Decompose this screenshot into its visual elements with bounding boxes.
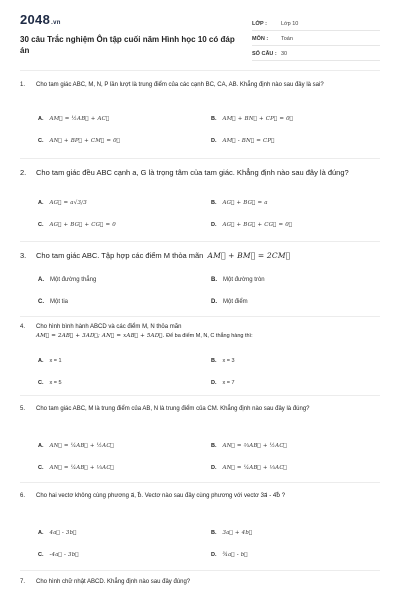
option-a[interactable] — [38, 116, 109, 122]
option-text: Một đường thẳng — [50, 277, 97, 283]
option-text: AG⃗ + BG⃗ = a — [222, 200, 268, 206]
option-b[interactable] — [211, 277, 265, 283]
option-d[interactable] — [211, 552, 248, 558]
option-text: ¾a⃗ - b⃗ — [222, 552, 248, 558]
question-text: Cho hai vectơ không cùng phương a⃗, b⃗. Vectơ nào sau đây cùng phương với vectơ 3a⃗ - 4b⃗ ? — [36, 493, 286, 499]
question-number: 6. — [20, 493, 26, 499]
option-text: AG⃗ + BG⃗ + CG⃗ = 0 — [49, 222, 116, 228]
question-text: Cho hình bình hành ABCD và các điểm M, N thỏa mãn — [36, 324, 182, 330]
option-text: x = 1 — [49, 358, 62, 364]
option-a[interactable] — [38, 443, 114, 449]
meta-value: Lớp 10 — [281, 21, 299, 27]
option-letter: B. — [211, 443, 217, 449]
question-number: 3. — [20, 251, 27, 260]
option-letter: C. — [38, 552, 44, 558]
page-title: 30 câu Trắc nghiệm Ôn tập cuối năm Hình học 10 có đáp án — [20, 35, 235, 55]
option-c[interactable] — [38, 465, 114, 471]
option-c[interactable] — [38, 380, 62, 386]
option-b[interactable] — [211, 443, 287, 449]
question-text: Cho tam giác ABC. Tập hợp các điểm M thỏa mãn — [36, 251, 204, 260]
option-text: Một tia — [50, 299, 69, 305]
option-text: AN⃗ = ¼AB⃗ + ½AC⃗ — [49, 443, 115, 449]
logo-sub: .vn — [51, 20, 61, 26]
option-a[interactable] — [38, 200, 87, 206]
option-text: x = 5 — [49, 380, 62, 386]
option-letter: D. — [211, 222, 217, 228]
question-2 — [20, 167, 380, 178]
option-b[interactable] — [211, 530, 252, 536]
meta-value: Toán — [281, 36, 293, 42]
option-letter: B. — [211, 530, 217, 536]
option-letter: B. — [211, 358, 217, 364]
question-math: AM⃗ + BM⃗ = 2CM⃗ — [207, 251, 291, 260]
question-number: 7. — [20, 579, 26, 585]
option-a[interactable] — [38, 530, 77, 536]
question-7 — [20, 578, 380, 587]
option-text: x = 7 — [222, 380, 235, 386]
option-letter: B. — [211, 116, 217, 122]
option-b[interactable] — [211, 200, 268, 206]
header — [20, 12, 380, 72]
question-text: Cho tam giác ABC, M là trung điểm của AB, N là trung điểm của CM. Khẳng định nào sau đây là đúng? — [36, 406, 310, 412]
meta-key: LỚP : — [252, 21, 267, 27]
option-letter: C. — [38, 138, 44, 144]
meta-row-subject — [252, 33, 380, 46]
option-text: AN⃗ + BP⃗ + CM⃗ = 0⃗ — [49, 138, 121, 144]
divider — [20, 482, 380, 483]
meta-key: MÔN : — [252, 36, 269, 42]
option-a[interactable] — [38, 277, 96, 283]
divider — [20, 70, 380, 71]
question-number: 5. — [20, 406, 26, 412]
option-a[interactable] — [38, 358, 62, 364]
question-number: 2. — [20, 168, 27, 177]
question-text: Cho hình chữ nhật ABCD. Khẳng định nào sau đây đúng? — [36, 579, 191, 585]
option-text: -4a⃗ - 3b⃗ — [49, 552, 79, 558]
meta-key: SỐ CÂU : — [252, 51, 277, 57]
option-letter: A. — [38, 530, 44, 536]
question-extra-text: Để ba điểm M, N, C thẳng hàng thì: — [166, 333, 253, 339]
divider — [20, 395, 380, 396]
option-b[interactable] — [211, 116, 293, 122]
option-text: AG⃗ + BG⃗ + CG⃗ = 0⃗ — [222, 222, 293, 228]
option-text: Một điểm — [223, 299, 248, 305]
question-text: Cho tam giác đều ABC cạnh a, G là trọng tâm của tam giác. Khẳng định nào sau đây là đúng? — [36, 168, 349, 177]
logo-main: 2048 — [20, 12, 51, 27]
divider — [20, 158, 380, 159]
option-letter: B. — [211, 277, 217, 283]
question-5 — [20, 405, 380, 414]
question-math: AM⃗ = 2AB⃗ + 3AD⃗; AN⃗ = xAB⃗ + 5AD⃗. — [36, 333, 165, 339]
option-letter: D. — [211, 299, 217, 305]
option-letter: C. — [38, 465, 44, 471]
divider — [20, 241, 380, 242]
option-letter: A. — [38, 200, 44, 206]
option-letter: D. — [211, 552, 217, 558]
option-c[interactable] — [38, 552, 79, 558]
option-letter: C. — [38, 380, 44, 386]
option-d[interactable] — [211, 138, 275, 144]
divider — [20, 316, 380, 317]
question-3 — [20, 250, 380, 261]
option-text: AM⃗ = ½AB⃗ + AC⃗ — [49, 116, 110, 122]
meta-row-class — [252, 18, 380, 31]
option-text: AN⃗ = ¼AB⃗ + ⅓AC⃗ — [49, 465, 115, 471]
meta-value: 30 — [281, 51, 288, 57]
option-letter: B. — [211, 200, 217, 206]
question-number: 1. — [20, 82, 26, 88]
option-d[interactable] — [211, 222, 292, 228]
question-number: 4. — [20, 324, 26, 330]
option-text: x = 3 — [222, 358, 235, 364]
option-text: AM⃗ + BN⃗ + CP⃗ = 0⃗ — [222, 116, 294, 122]
option-c[interactable] — [38, 222, 116, 228]
option-letter: A. — [38, 277, 44, 283]
site-logo[interactable] — [20, 12, 61, 27]
question-6 — [20, 492, 380, 501]
option-d[interactable] — [211, 465, 287, 471]
option-d[interactable] — [211, 299, 248, 305]
meta-row-count — [252, 48, 380, 61]
option-text: 3a⃗ + 4b⃗ — [222, 530, 253, 536]
option-text: 4a⃗ - 3b⃗ — [49, 530, 77, 536]
option-text: AG⃗ = a√3/3 — [49, 200, 87, 206]
option-letter: A. — [38, 116, 44, 122]
meta-table — [252, 18, 380, 63]
question-4 — [20, 323, 380, 341]
option-letter: D. — [211, 380, 217, 386]
option-text: AM⃗ - BN⃗ = CP⃗ — [222, 138, 275, 144]
divider — [20, 570, 380, 571]
option-text: AN⃗ = ¼AB⃗ + ⅓AC⃗ — [222, 465, 288, 471]
option-d[interactable] — [211, 380, 235, 386]
option-b[interactable] — [211, 358, 235, 364]
option-letter: C. — [38, 299, 44, 305]
option-letter: A. — [38, 443, 44, 449]
option-text: Một đường tròn — [223, 277, 265, 283]
option-c[interactable] — [38, 299, 68, 305]
option-c[interactable] — [38, 138, 120, 144]
question-text: Cho tam giác ABC, M, N, P lần lượt là trung điểm của các cạnh BC, CA, AB. Khẳng định nào sau đây là sai? — [36, 82, 324, 88]
option-letter: A. — [38, 358, 44, 364]
option-letter: D. — [211, 138, 217, 144]
option-letter: D. — [211, 465, 217, 471]
question-1 — [20, 81, 380, 90]
option-letter: C. — [38, 222, 44, 228]
option-text: AN⃗ = ⅔AB⃗ + ½AC⃗ — [222, 443, 288, 449]
